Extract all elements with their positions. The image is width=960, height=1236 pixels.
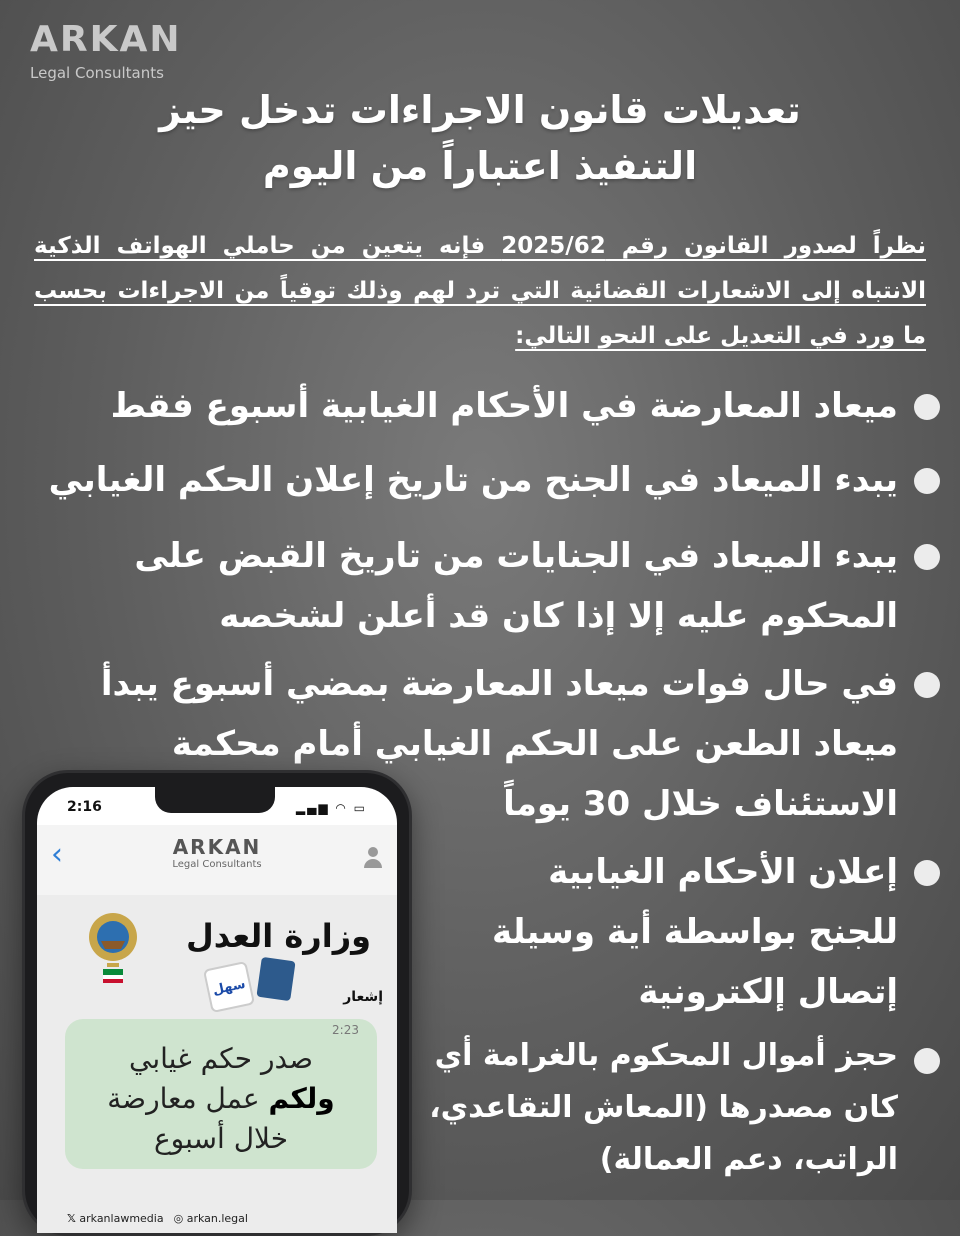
bullet-line: ميعاد المعارضة في الأحكام الغيابية أسبوع فقط <box>110 386 898 426</box>
app-icon <box>256 957 295 1001</box>
chat-header-sub: Legal Consultants <box>172 859 262 870</box>
message-line-2-rest: عمل معارضة <box>107 1082 269 1115</box>
bullet-line: الاستئناف خلال 30 يوماً <box>503 784 898 824</box>
bullet-dot-icon <box>914 468 940 494</box>
ministry-emblem-icon <box>81 907 145 995</box>
status-time: 2:16 <box>67 799 102 815</box>
back-chevron-icon[interactable]: ‹ <box>51 837 63 872</box>
brand-name: ARKAN <box>30 19 182 60</box>
message-line-2 <box>75 1079 367 1119</box>
contact-avatar-icon[interactable] <box>363 847 383 869</box>
bullet-line: في حال فوات ميعاد المعارضة بمضي أسبوع يبدأ <box>100 664 898 704</box>
bullet-line: يبدء الميعاد في الجنايات من تاريخ القبض على <box>134 536 898 576</box>
page-title <box>60 82 900 194</box>
message-text <box>75 1039 367 1159</box>
bullet-line: للجنح بواسطة أية وسيلة <box>492 912 898 952</box>
phone-screen <box>37 787 397 1233</box>
notification-label: إشعار <box>343 989 383 1005</box>
bullet-line: الراتب، دعم العمالة) <box>599 1142 898 1177</box>
message-line-1: صدر حكم غيابي <box>129 1042 313 1075</box>
ministry-title: وزارة العدل <box>185 917 371 955</box>
bullet-dot-icon <box>914 544 940 570</box>
title-line-1: تعديلات قانون الاجراءات تدخل حيز <box>159 88 801 132</box>
phone-mockup <box>22 770 412 1236</box>
message-line-3: خلال أسبوع <box>153 1122 289 1155</box>
bullet-item <box>134 526 940 646</box>
social-links <box>67 1212 248 1225</box>
bullet-item <box>49 450 940 510</box>
brand-logo <box>30 19 182 82</box>
chat-header-brand <box>37 835 397 870</box>
bullet-dot-icon <box>914 1048 940 1074</box>
bullet-line: حجز أموال المحكوم بالغرامة أي <box>434 1038 898 1073</box>
bullet-line: ميعاد الطعن على الحكم الغيابي أمام محكمة <box>171 724 898 764</box>
chat-area <box>37 895 397 1233</box>
social-x-handle[interactable]: arkanlawmedia <box>79 1212 164 1225</box>
phone-notch <box>155 787 275 813</box>
sahel-app-logo: سهل <box>203 961 255 1013</box>
bullet-dot-icon <box>914 394 940 420</box>
chat-header-name: ARKAN <box>172 835 262 859</box>
x-logo-icon: 𝕏 <box>67 1212 76 1225</box>
message-bubble <box>65 1019 377 1169</box>
bullet-line: المحكوم عليه إلا إذا كان قد أعلن لشخصه <box>219 596 898 636</box>
bullet-item <box>429 1030 940 1186</box>
message-time: 2:23 <box>332 1023 359 1037</box>
bullet-line: يبدء الميعاد في الجنح من تاريخ إعلان الحكم الغيابي <box>48 460 898 500</box>
signal-wifi-battery-icon: ▂▄▆ ◠ ▭ <box>295 801 367 815</box>
social-ig-handle[interactable]: arkan.legal <box>186 1212 248 1225</box>
bullet-item <box>111 376 940 436</box>
chat-header <box>37 825 397 896</box>
bullet-item <box>492 842 940 1022</box>
brand-subtitle: Legal Consultants <box>30 64 164 82</box>
title-line-2: التنفيذ اعتباراً من اليوم <box>262 144 698 188</box>
intro-paragraph: نظراً لصدور القانون رقم 2025/62 فإنه يتعين من حاملي الهواتف الذكية الانتباه إلى الاشعارات القضائية التي ترد لهم وذلك توقياً من الاجراءات بحسب ما ورد في التعديل على النحو التالي: <box>34 233 926 349</box>
instagram-icon: ◎ <box>173 1212 184 1225</box>
bullet-dot-icon <box>914 672 940 698</box>
bullet-dot-icon <box>914 860 940 886</box>
bullet-line: إتصال إلكترونية <box>638 972 898 1012</box>
bullet-line: كان مصدرها (المعاش التقاعدي، <box>429 1090 898 1125</box>
status-bar <box>37 787 397 827</box>
message-bold-word: ولكم <box>268 1082 335 1115</box>
bullet-line: إعلان الأحكام الغيابية <box>548 852 898 892</box>
